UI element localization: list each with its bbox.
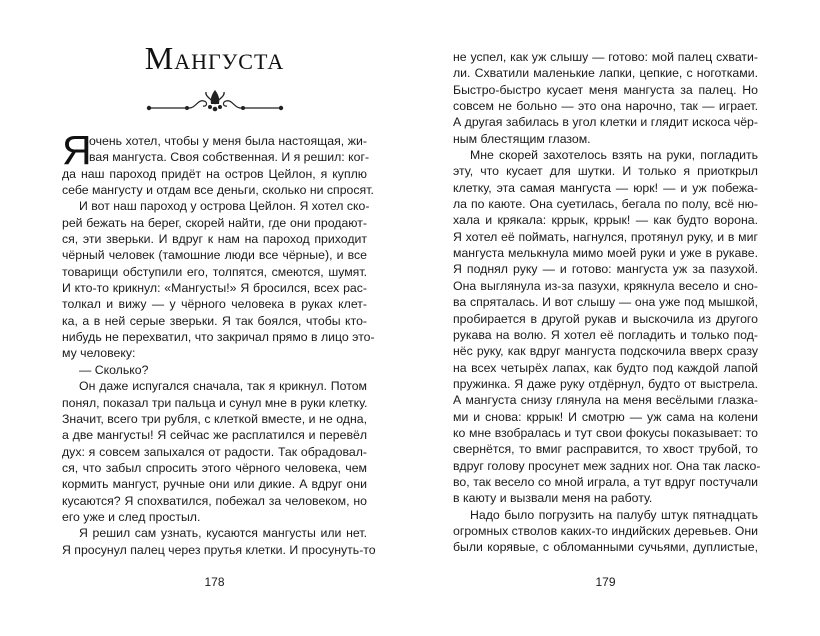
text-line: кормить мангуст, ручные они или дикие. А вдруг они [62,477,367,492]
text-line: эту, что кусает для шутки. И только я приоткрыл [453,164,758,179]
text-line: вая мангуста. Своя собственная. И я решил: ког- [89,150,370,165]
text-line: были корявые, с обломанными сучьями, дуплистые, [453,540,758,555]
text-line: в каюту и вызвали меня на работу. [453,491,653,506]
text-line: толкал и вижу — у чёрного человека в руках клет- [62,297,367,312]
text-line: Я решил сам узнать, кусаются мангусты или нет. [79,526,367,541]
text-line: ли. Схватили маленькие лапки, цепкие, с ноготками. [453,66,758,81]
text-line: нибудь не перехватил, что закричал прямо в лицо это- [62,330,375,345]
text-line: Надо было погрузить на палубу штук пятнадцать [470,507,758,522]
text-line: во, так весело со мной играла, а тут вдруг постучали [453,474,758,489]
left-page-text [62,127,376,558]
paragraph [62,362,367,378]
paragraph [62,198,375,361]
text-line: ным блестящим глазом. [453,131,591,146]
text-line: клетку, эта самая мангуста — юрк! — и уж побежа- [453,180,758,195]
text-line: совсем не больно — это она нарочно, так — играет. [453,99,758,114]
text-line: рей бежать на берег, скорей найти, где они продают- [62,215,367,230]
text-line: свернётся, то вмиг расправится, то хвост трубой, то [453,442,758,457]
page-number: 178 [204,575,225,589]
text-line: пробирается в другой рукав и выскочила из другого [453,311,758,326]
text-line: А другая забилась в угол клетки и глядит искоса чёр- [453,115,758,130]
text-line: товарищи обступили его, толпятся, смеются, шумят. [62,264,367,279]
text-line: Я просунул палец через прутья клетки. И просунуть-то [62,542,376,557]
paragraph [453,507,758,556]
text-line: — Сколько? [79,362,149,377]
text-line: его уже и след простыл. [62,509,201,524]
text-line: на всех четырёх лапах, как будто под каждой лапой [453,360,758,375]
text-line: рукава на волю. Я хотел её погладить и только под- [453,327,758,342]
paragraph [62,378,367,525]
text-line: ко мне взобралась и тут свои фокусы показывает: то [453,425,758,440]
text-line: чёрный человек (тамошние люди все чёрные), и все [62,248,367,263]
text-line: ми и снова: кррык! И смотрю — уж сама на колени [453,409,758,424]
text-line: себе мангусту и отдам все деньги, сколько ни спросят. [62,183,374,198]
text-line: ла по каюте. Она суетилась, бегала по полу, всё ню- [453,197,758,212]
text-line: Я хотел её поймать, нагнулся, протянул руку, и в миг [453,229,758,244]
text-line: да наш пароход придёт на остров Цейлон, я куплю [62,166,367,181]
text-line: мангуста мелькнула мимо моей руки и уже в рукаве. [453,246,758,261]
text-line: огромных стволов каких-то индийских деревьев. Они [453,523,758,538]
text-line: И вот наш пароход у острова Цейлон. Я хотел ско- [79,199,370,214]
right-page-text [453,49,761,556]
text-line: Он даже испугался сначала, так я крикнул. Потом [79,379,367,394]
text-line: ся, что забыл спросить этого чёрного человека, чем [62,460,367,475]
text-line: му человеку: [62,346,136,361]
drop-cap: Я [62,127,92,173]
text-line: пружинка. Я даже руку отдёрнул, будто от выстрела. [453,376,758,391]
text-line: А мангуста снизу глянула на меня весёлыми глазка- [453,393,758,408]
text-line: понял, показал три пальца и сунул мне в руки клетку. [62,395,368,410]
ornament-divider-icon [146,88,284,114]
text-line: ка, а в ней серые зверьки. Я так боялся, чтобы кто- [62,313,367,328]
paragraph [62,525,376,558]
text-line: ся, эти зверьки. И вдруг к нам на пароход приходит [62,232,367,247]
paragraph [62,127,374,198]
text-line: ва спряталась. И вот слышу — она уже под мышкой, [453,295,758,310]
text-line: а две мангусты! Я сейчас же расплатился и перевёл [62,428,367,443]
text-line: Значит, всего три рубля, с клеткой вместе, и не одна, [62,411,367,426]
text-line: очень хотел, чтобы у меня была настоящая, жи- [89,134,367,148]
text-line: И кто-то крикнул: «Мангусты!» Я бросился, всех рас- [62,281,367,296]
text-line: Быстро-быстро кусает меня мангуста за палец. Но [453,82,758,97]
right-page [410,0,820,636]
text-line: Мне скорей захотелось взять на руки, погладить [470,148,758,163]
page-number: 179 [595,575,616,589]
text-line: Я поднял руку — и готово: мангуста уж за пазухой. [453,262,758,277]
chapter-title: Мангуста [144,40,285,76]
text-line: не успел, как уж слышу — готово: мой палец схвати- [453,50,758,64]
text-line: хала и крякала: кррык, кррык! — как будто ворона. [453,213,758,228]
text-line: дух: я совсем запыхался от радости. Так обрадовал- [62,444,367,459]
text-line: вдруг голову просунет меж задних ног. Она так ласко- [453,458,761,473]
paragraph [453,147,761,507]
text-line: кусаются? Я спохватился, побежал за человеком, но [62,493,367,508]
text-line: нёс руку, как вдруг мангуста подскочила вверх сразу [453,344,758,359]
text-line: Она выглянула из-за пазухи, крякнула весело и сно- [453,278,758,293]
paragraph [453,49,758,147]
